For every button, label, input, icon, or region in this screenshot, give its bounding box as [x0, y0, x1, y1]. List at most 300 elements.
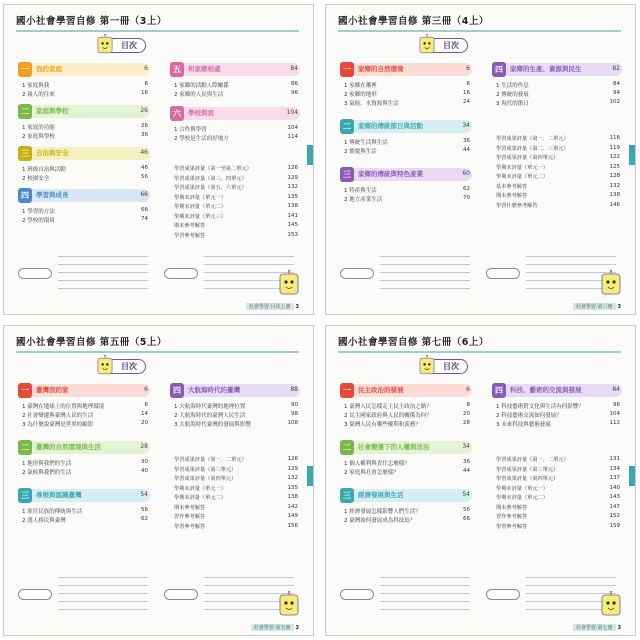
review-page-number: 128 — [609, 173, 620, 179]
lesson-title[interactable]: 2 節慶與生活 — [344, 149, 377, 155]
lesson-title[interactable]: 2 傳統的發展 — [496, 92, 529, 98]
lesson-page-number: 66 — [141, 207, 148, 213]
lesson-page-number: 108 — [287, 420, 298, 426]
diagram-line — [204, 256, 294, 257]
lesson-page-number: 86 — [291, 81, 298, 87]
lesson-page-number: 40 — [141, 468, 148, 474]
lesson-title[interactable]: 1 地形與我們的生活 — [22, 461, 72, 467]
lesson-page-number: 96 — [613, 402, 620, 408]
lesson-page-number: 30 — [141, 459, 148, 465]
review-item[interactable]: 學習成果評量（第一、二單元） — [496, 136, 569, 142]
lesson-title[interactable]: 2 大航海時代的臺灣人民生活 — [174, 413, 246, 419]
toc-page-4 — [325, 325, 636, 636]
review-page-number: 129 — [287, 174, 298, 181]
unit-title: 臺灣我的家 — [36, 386, 69, 394]
review-item[interactable]: 期末參考解答 — [174, 223, 206, 229]
review-item[interactable]: 期末參考解答 — [496, 504, 528, 511]
diagram-line — [380, 577, 470, 578]
diagram-node — [486, 589, 520, 600]
toc-title: 目次 — [121, 362, 137, 371]
review-item[interactable]: 學習成果評量（第四單元） — [496, 476, 559, 482]
review-item[interactable]: 學期末評量（單元二） — [496, 495, 548, 501]
review-page-number: 119 — [609, 144, 620, 151]
diagram-line — [204, 577, 294, 578]
lesson-page-number: 90 — [291, 402, 298, 408]
lesson-page-number: 104 — [287, 125, 298, 131]
review-page-number: 149 — [287, 513, 298, 519]
footer-page-number: 3 — [295, 625, 299, 631]
lesson-page-number: 74 — [141, 216, 148, 222]
unit-heading[interactable] — [18, 189, 150, 202]
review-item[interactable]: 學習成果評量（第三單元） — [496, 466, 559, 473]
unit-heading[interactable] — [340, 120, 472, 133]
diagram-node — [164, 589, 198, 600]
lesson-page-number: 14 — [141, 411, 148, 417]
diagram-line — [58, 280, 148, 281]
lesson-page-number: 44 — [463, 468, 470, 474]
unit-title: 家鄉的傳統節日與活動 — [358, 122, 423, 130]
lesson-page-number: 112 — [609, 420, 620, 426]
lesson-page-number: 26 — [141, 123, 148, 129]
diagram-line — [380, 272, 470, 273]
lesson-title[interactable]: 3 大航海時代臺灣的發展與影響 — [174, 422, 251, 428]
footer-page-number: 3 — [617, 304, 621, 310]
lesson-title[interactable]: 1 家庭與我 — [22, 83, 50, 89]
lesson-title[interactable]: 1 特產與生活 — [344, 188, 377, 194]
unit-heading[interactable] — [170, 63, 300, 76]
page-header-title: 國小社會學習自修 第一冊（3上） — [16, 16, 167, 27]
unit-title: 自治與安全 — [36, 149, 69, 157]
review-item[interactable]: 學習成果評量（第四單元） — [496, 155, 559, 161]
lesson-page-number: 6 — [466, 81, 470, 87]
unit-number-badge: 三 — [340, 488, 354, 503]
unit-number-badge: 二 — [18, 104, 32, 119]
unit-heading[interactable] — [492, 63, 622, 76]
mascot-icon — [277, 591, 301, 619]
diagram-line — [380, 593, 470, 594]
unit-page-number: 66 — [140, 191, 148, 198]
lesson-title[interactable]: 1 傳統生活與生活 — [344, 140, 388, 146]
lesson-title[interactable]: 1 科技藝術對文化與生活有何影響？ — [496, 404, 584, 410]
review-page-number: 143 — [609, 494, 620, 500]
review-page-number: 156 — [287, 522, 298, 529]
unit-number-badge: 二 — [340, 119, 354, 134]
review-page-number: 140 — [609, 484, 620, 491]
footer-label: 社會學習·目次上冊 — [246, 303, 294, 310]
diagram-line — [380, 288, 470, 289]
lesson-title[interactable]: 1 合作與學習 — [174, 127, 207, 133]
unit-heading[interactable] — [18, 147, 150, 160]
lesson-title[interactable]: 2 家庭與社會怎麼樣？ — [344, 470, 399, 476]
lesson-title[interactable]: 3 臺灣人民有哪些權利和義務？ — [344, 422, 421, 428]
lesson-title[interactable]: 1 臺灣人民怎樣走上民主政治之路？ — [344, 404, 432, 410]
diagram-line — [380, 280, 470, 281]
unit-number-badge: 六 — [170, 106, 184, 121]
unit-heading[interactable] — [170, 107, 300, 120]
side-tab — [307, 145, 313, 165]
toc-badge — [102, 38, 146, 53]
lesson-title[interactable]: 1 大航海時代臺灣的地理位置 — [174, 404, 246, 410]
lesson-page-number: 56 — [463, 507, 470, 513]
lesson-title[interactable]: 1 經濟發展怎樣影響人們生活？ — [344, 509, 421, 515]
unit-page-number: 88 — [290, 386, 298, 393]
page-header-title: 國小社會學習自修 第三冊（4上） — [338, 16, 489, 27]
footer-label: 社會學習·第三冊 — [573, 303, 616, 310]
lesson-title[interactable]: 2 家鄉的地形 — [344, 92, 377, 98]
unit-title: 社會變遷下的人權與法治 — [358, 443, 430, 451]
review-page-number: 134 — [609, 465, 620, 472]
diagram-line — [380, 585, 470, 586]
lesson-page-number: 114 — [287, 134, 298, 140]
review-item[interactable]: 學習成果評量（第四單元） — [174, 476, 237, 482]
unit-page-number: 54 — [140, 491, 148, 498]
diagram-line — [526, 264, 616, 265]
lesson-page-number: 20 — [463, 411, 470, 417]
diagram-line — [58, 272, 148, 273]
page-header-title: 國小社會學習自修 第五冊（5上） — [16, 337, 167, 348]
review-page-number: 138 — [609, 192, 620, 198]
unit-page-number: 84 — [290, 65, 298, 72]
lesson-page-number: 16 — [463, 90, 470, 96]
unit-heading[interactable] — [18, 105, 150, 118]
unit-page-number: 26 — [140, 107, 148, 114]
review-item[interactable]: 學習成果評量（第二、三單元） — [496, 145, 569, 152]
unit-title: 我的家庭 — [36, 65, 62, 73]
mascot-icon — [599, 591, 623, 619]
lesson-page-number: 56 — [141, 174, 148, 180]
lesson-title[interactable]: 1 家鄉的活動人際關係 — [174, 83, 229, 89]
header-rule — [16, 351, 299, 353]
unit-title: 家庭與學校 — [36, 107, 69, 115]
lesson-title[interactable]: 1 生活的作息 — [496, 83, 529, 89]
lesson-page-number: 28 — [463, 420, 470, 426]
lesson-title[interactable]: 2 臺灣如何發展成為科技島？ — [344, 518, 416, 524]
unit-heading[interactable] — [18, 384, 150, 397]
review-item[interactable]: 學期末評量（單元二） — [174, 495, 226, 501]
unit-number-badge: 三 — [18, 146, 32, 161]
diagram-node — [486, 268, 520, 279]
lesson-page-number: 62 — [463, 186, 470, 192]
review-item[interactable]: 習作參考解答 — [496, 514, 528, 520]
toc-page-2 — [325, 4, 636, 315]
review-page-number: 141 — [287, 212, 298, 219]
review-item[interactable]: 學習參考解答 — [174, 523, 206, 530]
lesson-page-number: 66 — [463, 516, 470, 522]
review-item[interactable]: 學期末評量（單元一） — [174, 194, 226, 201]
unit-heading[interactable] — [18, 489, 150, 502]
unit-title: 家鄉的傳統與特色產業 — [358, 170, 423, 178]
lesson-title[interactable]: 2 校園安全 — [22, 176, 50, 182]
header-rule — [338, 351, 621, 353]
review-item[interactable]: 基本參考解答 — [496, 183, 528, 190]
lesson-title[interactable]: 3 未來科技與藝術發展 — [496, 422, 551, 428]
unit-heading[interactable] — [340, 168, 472, 181]
lesson-page-number: 102 — [609, 99, 620, 105]
header-rule — [338, 30, 621, 32]
review-page-number: 132 — [287, 475, 298, 481]
page-footer — [573, 303, 621, 310]
unit-page-number: 34 — [462, 443, 470, 450]
review-page-number: 135 — [287, 484, 298, 491]
side-tab — [629, 145, 635, 165]
lesson-title[interactable]: 1 班級自治與活動 — [22, 167, 66, 173]
review-page-number: 135 — [287, 193, 298, 200]
unit-number-badge: 一 — [340, 383, 354, 398]
unit-heading[interactable] — [18, 63, 150, 76]
unit-number-badge: 四 — [170, 383, 184, 398]
lesson-title[interactable]: 1 學習的方法 — [22, 209, 55, 215]
structure-diagram — [340, 571, 625, 619]
review-item[interactable]: 學習成果評量（第一、二單元） — [496, 457, 569, 463]
unit-number-badge: 四 — [492, 62, 506, 77]
unit-title: 學校與我 — [188, 109, 214, 117]
footer-label: 社會學習·第五冊 — [251, 624, 294, 631]
unit-page-number: 84 — [612, 386, 620, 393]
unit-title: 臺灣的自然環境與生活 — [36, 443, 101, 451]
lesson-page-number: 6 — [144, 81, 148, 87]
mascot-icon — [417, 355, 437, 377]
footer-page-number: 3 — [295, 304, 299, 310]
diagram-line — [380, 601, 470, 602]
diagram-line — [204, 264, 294, 265]
lesson-title[interactable]: 2 學校的環境 — [22, 218, 55, 224]
lesson-title[interactable]: 1 家鄉在哪裡 — [344, 83, 377, 89]
toc-title: 目次 — [443, 41, 459, 50]
diagram-line — [526, 256, 616, 257]
review-item[interactable]: 學習什麼參考解答 — [496, 202, 538, 209]
diagram-line — [380, 264, 470, 265]
unit-number-badge: 一 — [18, 62, 32, 77]
review-page-number: 126 — [287, 165, 298, 171]
lesson-title[interactable]: 2 氣候與我們的生活 — [22, 470, 72, 476]
diagram-line — [58, 288, 148, 289]
unit-title: 家鄉的生產、資源與民生 — [510, 65, 582, 73]
review-page-number: 142 — [287, 503, 298, 510]
unit-title: 家鄉的自然環境 — [358, 65, 404, 73]
lesson-page-number: 56 — [141, 507, 148, 513]
review-page-number: 138 — [287, 203, 298, 209]
unit-page-number: 46 — [140, 149, 148, 156]
review-item[interactable]: 期末參考解答 — [174, 504, 206, 511]
mascot-icon — [599, 270, 623, 298]
lesson-page-number: 20 — [141, 420, 148, 426]
unit-number-badge: 四 — [18, 188, 32, 203]
review-page-number: 153 — [287, 231, 298, 238]
diagram-line — [526, 577, 616, 578]
diagram-line — [380, 609, 470, 610]
lesson-title[interactable]: 2 親人的往來 — [22, 92, 55, 98]
review-item[interactable]: 習作參考解答 — [174, 514, 206, 520]
header-rule — [16, 30, 299, 32]
unit-heading[interactable] — [340, 489, 472, 502]
unit-page-number: 60 — [462, 170, 470, 177]
unit-number-badge: 一 — [340, 62, 354, 77]
review-page-number: 125 — [609, 163, 620, 170]
lesson-title[interactable]: 2 家鄉的人民與生活 — [174, 92, 224, 98]
review-item[interactable]: 學習成果評量（第三單元） — [174, 466, 237, 473]
unit-number-badge: 四 — [492, 383, 506, 398]
lesson-page-number: 24 — [463, 99, 470, 105]
page-footer — [246, 303, 299, 310]
unit-number-badge: 二 — [18, 440, 32, 455]
review-item[interactable]: 學習成果評量（第一、二單元） — [174, 457, 247, 463]
review-page-number: 146 — [609, 201, 620, 208]
review-item[interactable]: 學習成果評量（第三、四單元） — [174, 175, 247, 182]
review-page-number: 129 — [287, 465, 298, 472]
lesson-page-number: 94 — [613, 90, 620, 96]
review-page-number: 159 — [609, 522, 620, 529]
lesson-title[interactable]: 1 原住民族的傳統與生活 — [22, 509, 83, 515]
review-item[interactable]: 學期末評量（單元二） — [174, 204, 226, 210]
lesson-title[interactable]: 3 現代的節日 — [496, 101, 529, 107]
unit-page-number: 6 — [466, 386, 470, 393]
lesson-title[interactable]: 2 地方產業生活 — [344, 197, 383, 203]
review-item[interactable]: 學期末評量（單元一） — [496, 164, 548, 171]
toc-title: 目次 — [443, 362, 459, 371]
unit-page-number: 6 — [466, 65, 470, 72]
lesson-page-number: 46 — [141, 165, 148, 171]
page-footer — [573, 624, 621, 631]
review-item[interactable]: 學期末評量（單元二） — [496, 174, 548, 180]
unit-title: 民主政治的發展 — [358, 386, 404, 394]
lesson-title[interactable]: 2 漢人移民與臺灣 — [22, 518, 66, 524]
lesson-title[interactable]: 3 氣候、水資源與生活 — [344, 101, 399, 107]
diagram-node — [164, 268, 198, 279]
review-item[interactable]: 學習成果評量（第五、六單元） — [174, 185, 247, 191]
unit-title: 尋根與認識臺灣 — [36, 491, 82, 499]
page-footer — [251, 624, 299, 631]
diagram-node — [340, 268, 374, 279]
unit-heading[interactable] — [18, 441, 150, 454]
unit-heading[interactable] — [170, 384, 300, 397]
side-tab — [307, 466, 313, 486]
diagram-line — [58, 593, 148, 594]
mascot-icon — [277, 270, 301, 298]
diagram-node — [340, 589, 374, 600]
unit-number-badge: 三 — [18, 488, 32, 503]
diagram-line — [58, 609, 148, 610]
mascot-icon — [95, 355, 115, 377]
unit-page-number: 82 — [612, 65, 620, 72]
diagram-line — [204, 585, 294, 586]
diagram-line — [380, 256, 470, 257]
lesson-page-number: 98 — [291, 411, 298, 417]
lesson-title[interactable]: 1 臺灣在地球上的位置與地理環境 — [22, 404, 105, 410]
lesson-page-number: 62 — [141, 516, 148, 522]
unit-page-number: 34 — [462, 122, 470, 129]
footer-label: 社會學習·第七冊 — [573, 624, 616, 631]
lesson-page-number: 70 — [463, 195, 470, 201]
review-item[interactable]: 期末參考解答 — [496, 193, 528, 199]
review-page-number: 132 — [609, 182, 620, 189]
unit-heading[interactable] — [492, 384, 622, 397]
review-page-number: 138 — [287, 494, 298, 500]
lesson-page-number: 6 — [144, 402, 148, 408]
side-tab — [629, 466, 635, 486]
lesson-page-number: 36 — [463, 138, 470, 144]
lesson-page-number: 8 — [466, 402, 470, 408]
toc-badge — [424, 38, 468, 53]
review-page-number: 131 — [609, 456, 620, 462]
lesson-title[interactable]: 2 科技藝術交流如何發展？ — [496, 413, 562, 419]
unit-page-number: 6 — [144, 65, 148, 72]
lesson-title[interactable]: 1 家庭的功能 — [22, 125, 55, 131]
unit-heading[interactable] — [340, 63, 472, 76]
toc-title: 目次 — [121, 41, 137, 50]
unit-number-badge: 五 — [170, 62, 184, 77]
unit-page-number: 28 — [140, 443, 148, 450]
lesson-title[interactable]: 2 學校是生活的好地方 — [174, 136, 229, 142]
diagram-node — [18, 589, 52, 600]
lesson-page-number: 44 — [463, 147, 470, 153]
diagram-node — [18, 268, 52, 279]
toc-page-1 — [3, 4, 314, 315]
review-item[interactable]: 學期末評量（單元一） — [496, 485, 548, 492]
review-item[interactable]: 學習參考解答 — [174, 232, 206, 239]
structure-diagram — [18, 250, 303, 298]
mascot-icon — [95, 34, 115, 56]
unit-title: 學習與成長 — [36, 191, 69, 199]
review-item[interactable]: 學習參考解答 — [496, 523, 528, 530]
unit-page-number: 6 — [144, 386, 148, 393]
unit-title: 大航海時代的臺灣 — [188, 386, 240, 394]
toc-badge — [102, 359, 146, 374]
review-page-number: 137 — [609, 475, 620, 481]
lesson-title[interactable]: 3 為什麼說臺灣是世界的縮影 — [22, 422, 94, 428]
structure-diagram — [18, 571, 303, 619]
review-item[interactable]: 學期末評量（單元一） — [174, 485, 226, 492]
review-page-number: 122 — [609, 154, 620, 160]
lesson-title[interactable]: 2 家庭與學校 — [22, 134, 55, 140]
lesson-title[interactable]: 1 個人權利與責任怎麼樣？ — [344, 461, 410, 467]
lesson-page-number: 36 — [141, 132, 148, 138]
unit-page-number: 104 — [286, 109, 298, 116]
toc-page-3 — [3, 325, 314, 636]
mascot-icon — [417, 34, 437, 56]
diagram-line — [58, 601, 148, 602]
diagram-line — [526, 585, 616, 586]
structure-diagram — [340, 250, 625, 298]
lesson-title[interactable]: 2 社會變遷與臺灣人民的生活 — [22, 413, 94, 419]
review-page-number: 147 — [609, 503, 620, 510]
diagram-line — [58, 256, 148, 257]
unit-title: 和家鄉相處 — [188, 65, 221, 73]
unit-number-badge: 三 — [340, 167, 354, 182]
diagram-line — [58, 585, 148, 586]
review-page-number: 145 — [287, 222, 298, 228]
footer-page-number: 3 — [617, 625, 621, 631]
unit-heading[interactable] — [340, 384, 472, 397]
review-page-number: 126 — [287, 456, 298, 462]
unit-heading[interactable] — [340, 441, 472, 454]
lesson-page-number: 104 — [609, 411, 620, 417]
review-page-number: 132 — [287, 184, 298, 190]
review-item[interactable]: 學習成果評量（第一至第二單元） — [174, 166, 252, 172]
review-item[interactable]: 學期末評量（單元三） — [174, 213, 226, 220]
lesson-title[interactable]: 2 民主國家政府與人民的關係為何？ — [344, 413, 432, 419]
review-page-number: 152 — [609, 513, 620, 519]
diagram-line — [58, 577, 148, 578]
unit-title: 科技、藝術的交流與發展 — [510, 386, 582, 394]
unit-title: 經濟發展與生活 — [358, 491, 404, 499]
lesson-page-number: 84 — [613, 81, 620, 87]
lesson-page-number: 96 — [291, 90, 298, 96]
unit-number-badge: 二 — [340, 440, 354, 455]
review-page-number: 116 — [609, 135, 620, 141]
lesson-page-number: 36 — [463, 459, 470, 465]
page-header-title: 國小社會學習自修 第七冊（6上） — [338, 337, 489, 348]
unit-number-badge: 一 — [18, 383, 32, 398]
